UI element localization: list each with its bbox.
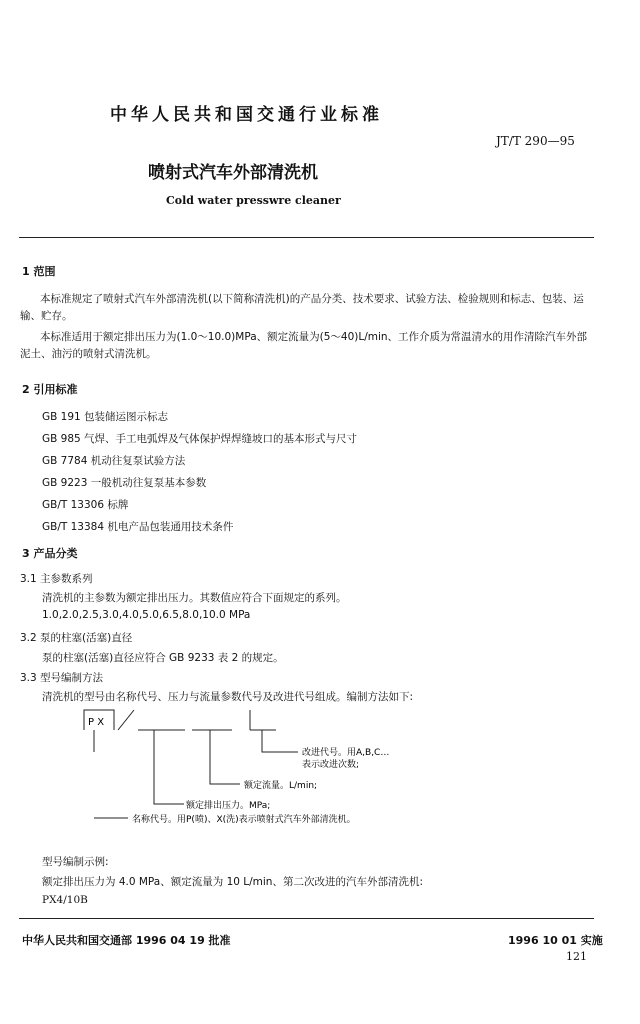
- reference-item: GB 985 气焊、手工电弧焊及气体保护焊焊缝坡口的基本形式与尺寸: [42, 433, 358, 445]
- model-code-diagram: [80, 700, 600, 844]
- document-title: 喷射式汽车外部清洗机: [148, 163, 318, 183]
- footer-divider: [19, 918, 594, 919]
- implementation-date: 1996 10 01 实施: [508, 934, 603, 947]
- example-text: 额定排出压力为 4.0 MPa、额定流量为 10 L/min、第二次改进的汽车外部清洗机:: [42, 876, 423, 888]
- page-number: 121: [566, 950, 587, 963]
- section-3-3-heading: 3.3 型号编制方法: [20, 672, 104, 684]
- section-3-1-text: 清洗机的主参数为额定排出压力。其数值应符合下面规定的系列。: [42, 592, 347, 604]
- section-3-3-text: 清洗机的型号由名称代号、压力与流量参数代号及改进代号组成。编制方法如下:: [42, 691, 414, 703]
- px-box-text: P X: [88, 717, 105, 728]
- standard-code: JT/T 290—95: [496, 134, 575, 148]
- section-1-heading: 1 范围: [22, 265, 56, 278]
- label-flow: 额定流量。L/min;: [244, 781, 318, 791]
- label-name: 名称代号。用P(喷)、X(洗)表示喷射式汽车外部清洗机。: [132, 815, 356, 825]
- header-divider: [19, 237, 594, 238]
- label-pressure: 额定排出压力。MPa;: [186, 801, 271, 811]
- reference-item: GB 191 包装储运图示标志: [42, 411, 169, 423]
- reference-item: GB 9223 一般机动往复泵基本参数: [42, 477, 207, 489]
- pressure-series: 1.0,2.0,2.5,3.0,4.0,5.0,6.5,8.0,10.0 MPa: [42, 609, 251, 621]
- reference-item: GB/T 13306 标牌: [42, 499, 129, 511]
- model-code-diagram-lines: [80, 700, 600, 840]
- section-2-heading: 2 引用标准: [22, 383, 78, 396]
- leader-pressure: [154, 730, 184, 804]
- reference-item: GB/T 13384 机电产品包装通用技术条件: [42, 521, 234, 533]
- reference-item: GB 7784 机动往复泵试验方法: [42, 455, 186, 467]
- slash: [118, 710, 134, 730]
- leader-improve: [262, 730, 298, 752]
- section-1-paragraph-2: 本标准适用于额定排出压力为(1.0～10.0)MPa、额定流量为(5～40)L/min、工作介质为常温清水的用作清除汽车外部泥土、油污的喷射式清洗机。: [20, 331, 588, 360]
- approval-info: 中华人民共和国交通部 1996 04 19 批准: [22, 934, 231, 947]
- improve-slot: [250, 710, 276, 730]
- example-model: PX4/10B: [42, 894, 88, 906]
- section-3-heading: 3 产品分类: [22, 547, 78, 560]
- example-heading: 型号编制示例:: [42, 856, 109, 868]
- leader-flow: [210, 730, 240, 784]
- section-3-1-heading: 3.1 主参数系列: [20, 573, 93, 585]
- label-improve-2: 表示改进次数;: [302, 760, 360, 770]
- document-subtitle: Cold water presswre cleaner: [166, 194, 341, 207]
- leader-name: [94, 730, 128, 818]
- section-3-2-text: 泵的柱塞(活塞)直径应符合 GB 9233 表 2 的规定。: [42, 652, 284, 664]
- org-title: 中华人民共和国交通行业标准: [110, 105, 383, 125]
- label-improve-1: 改进代号。用A,B,C…: [302, 748, 390, 758]
- section-3-2-heading: 3.2 泵的柱塞(活塞)直径: [20, 632, 133, 644]
- section-1-paragraph-1: 本标准规定了喷射式汽车外部清洗机(以下简称清洗机)的产品分类、技术要求、试验方法、检验规则和标志、包装、运输、贮存。: [20, 293, 584, 322]
